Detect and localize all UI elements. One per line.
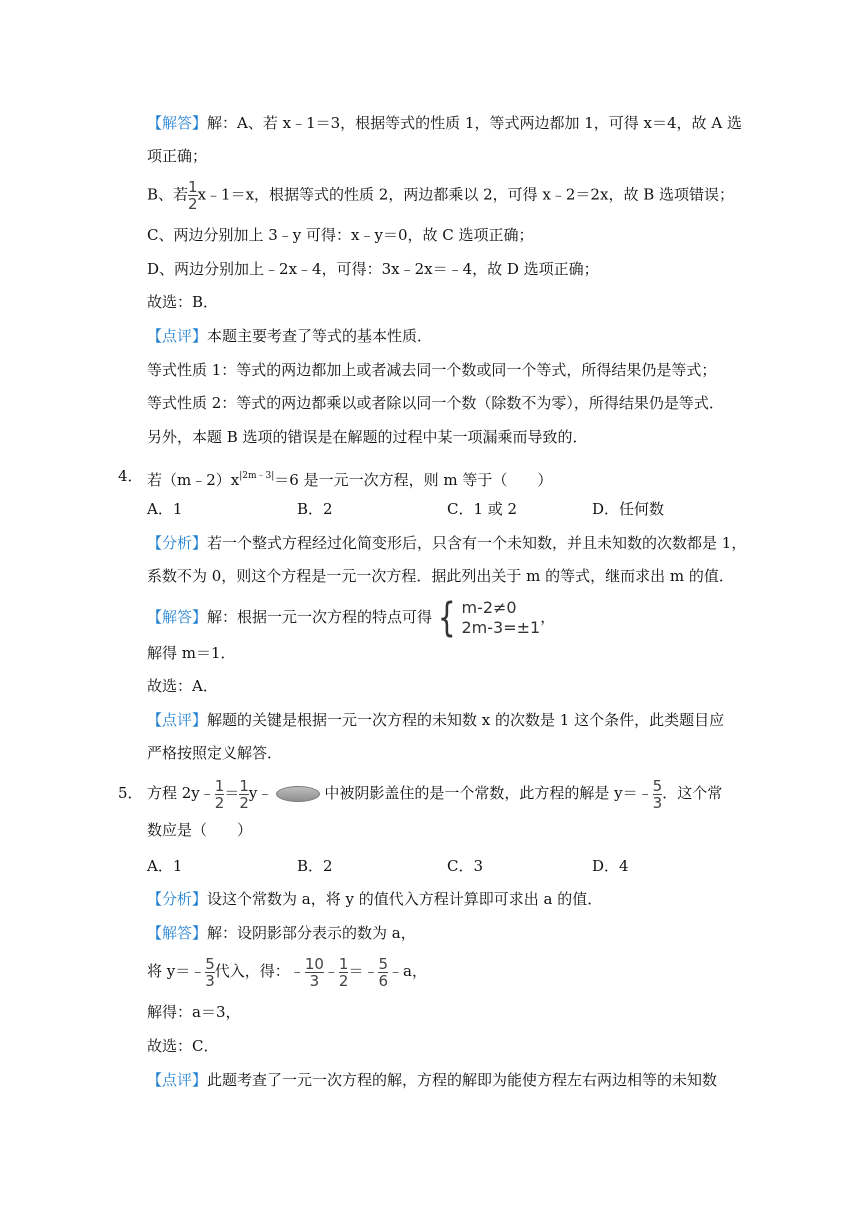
brace-icon: {	[437, 595, 456, 641]
q3-solution-d: D、两边分别加上﹣2x﹣4，可得：3x﹣2x＝﹣4，故 D 选项正确；	[147, 260, 599, 278]
q5-solution2: 将 y＝﹣ $\frac{5}{3}$ 代入，得：﹣ $\frac{10}{3}$ ﹣ $\frac{1}{2}$ ＝﹣ $\frac{5}{6}$ ﹣a，	[147, 954, 427, 990]
fraction-five-sixths: $\frac{5}{6}$	[378, 954, 389, 990]
q4-choose: 故选：A．	[147, 677, 218, 695]
fraction-five-thirds: $\frac{5}{3}$	[652, 776, 663, 812]
q5-option-b: B．2	[297, 857, 333, 875]
q5-stem: 方程 2y﹣ $\frac{1}{2}$ ＝ $\frac{1}{2}$ y﹣ 中被阴影盖住的是一个常数，此方程的解是 y＝﹣ $\frac{5}{3}$ ．这个常	[147, 776, 723, 812]
q4-solution1: 【解答】解：根据一元一次方程的特点可得 { m-2≠0 2m-3=±1 ，	[147, 595, 556, 641]
analysis-tag: 【分析】	[147, 534, 208, 552]
q4-stem: 若$(m﹣2)x^{|2m﹣3|}=6$ 是一元一次方程，则 m 等于（ ）	[147, 471, 553, 489]
q3-comment2: 等式性质 1：等式的两边都加上或者减去同一个数或同一个等式，所得结果仍是等式；	[147, 361, 717, 379]
q4-number: 4．	[118, 467, 143, 485]
q5-stem2: 数应是（ ）	[147, 821, 253, 839]
q3-solution-line1: 【解答】解：A、若 x﹣1＝3，根据等式的性质 1，等式两边都加 1，可得 x＝4，故 A 选	[147, 114, 742, 132]
q3-solution-line1b: 项正确；	[147, 147, 208, 165]
q3-solution-b: B、若 $\frac{1}{2}$ x﹣1＝x，根据等式的性质 2，两边都乘以 2，可得 x﹣2＝2x，故 B 选项错误；	[147, 178, 734, 213]
q5-comment: 【点评】此题考查了一元一次方程的解，方程的解即为能使方程左右两边相等的未知数	[147, 1071, 718, 1089]
q4-option-a: A．1	[147, 500, 183, 518]
q4-analysis2: 系数不为 0，则这个方程是一元一次方程．据此列出关于 m 的等式，继而求出 m 的值．	[147, 567, 734, 585]
q5-choose: 故选：C．	[147, 1037, 219, 1055]
q5-option-c: C．3	[447, 857, 484, 875]
q4-solution2: 解得 m＝1．	[147, 644, 236, 662]
comment-tag: 【点评】	[147, 327, 208, 345]
q5-analysis: 【分析】设这个常数为 a，将 y 的值代入方程计算即可求出 a 的值．	[147, 890, 603, 908]
q3-comment3: 等式性质 2：等式的两边都乘以或者除以同一个数（除数不为零），所得结果仍是等式．	[147, 394, 724, 412]
q5-number: 5．	[118, 784, 143, 802]
q4-option-b: B．2	[297, 500, 333, 518]
q4-option-d: D．任何数	[592, 500, 665, 518]
q5-option-a: A．1	[147, 857, 183, 875]
equation-system: { m-2≠0 2m-3=±1	[437, 595, 541, 641]
fraction-one-half: $\frac{1}{2}$	[214, 776, 225, 812]
q5-solution1: 【解答】解：设阴影部分表示的数为 a，	[147, 924, 416, 942]
q3-solution-c: C、两边分别加上 3﹣y 可得：x﹣y＝0，故 C 选项正确；	[147, 226, 534, 244]
shaded-blot-icon	[276, 786, 320, 802]
fraction-one-half: $\frac{1}{2}$	[239, 776, 249, 812]
solution-tag: 【解答】	[147, 114, 208, 132]
q5-option-d: D．4	[592, 857, 629, 875]
q5-solution3: 解得：a＝3，	[147, 1003, 241, 1021]
fraction-one-half: $\frac{1}{2}$	[338, 954, 349, 990]
q4-comment1: 【点评】解题的关键是根据一元一次方程的未知数 x 的次数是 1 这个条件，此类题目应	[147, 711, 725, 729]
fraction-one-half: $\frac{1}{2}$	[188, 178, 198, 213]
q4-comment2: 严格按照定义解答．	[147, 744, 283, 762]
q3-comment4: 另外，本题 B 选项的错误是在解题的过程中某一项漏乘而导致的．	[147, 428, 588, 446]
q4-analysis1: 【分析】若一个整式方程经过化简变形后，只含有一个未知数，并且未知数的次数都是 1，	[147, 534, 747, 552]
fraction-five-thirds: $\frac{5}{3}$	[205, 954, 215, 990]
fraction-ten-thirds: $\frac{10}{3}$	[304, 954, 324, 990]
q3-choose: 故选：B．	[147, 293, 219, 311]
q4-option-c: C．1 或 2	[447, 500, 518, 518]
q3-comment1: 【点评】本题主要考查了等式的基本性质．	[147, 327, 433, 345]
